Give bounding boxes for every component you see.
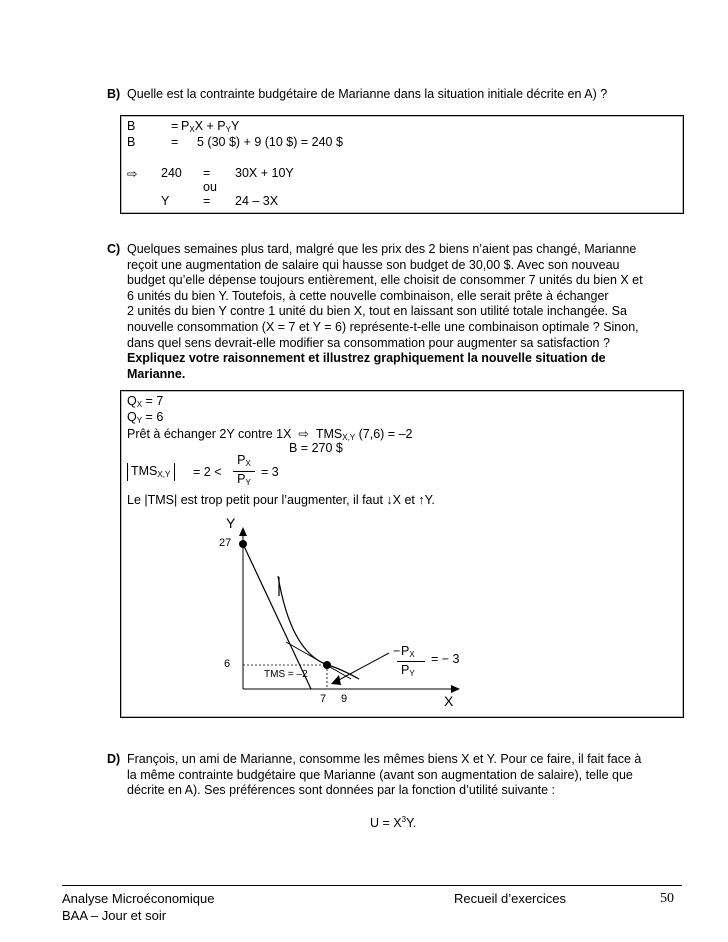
footer-title: Recueil d’exercices xyxy=(454,891,566,906)
x-tick-9: 9 xyxy=(341,693,348,705)
direction-arrow xyxy=(331,675,341,685)
d-line: la même contrainte budgétaire que Marianne (avant son augmentation de salaire), telle que xyxy=(127,767,633,782)
c-bold-line: Expliquez votre raisonnement et illustrez graphiquement la nouvelle situation de xyxy=(127,351,606,366)
indifference-curve xyxy=(278,576,359,679)
question-c-label: C) xyxy=(107,242,121,256)
c-line: dans quel sens devrait-elle modifier sa consommation pour augmenter sa satisfaction ? xyxy=(127,335,610,350)
question-b-label: B) xyxy=(107,87,121,101)
b-line3-rhs: 30X + 10Y xyxy=(235,166,294,180)
qx-line: $Q_X = 7$ xyxy=(127,394,164,409)
conclusion-line: Le |TMS| est trop petit pour l’augmenter, il faut ↓X et ↑Y. xyxy=(127,493,435,507)
footer-rule xyxy=(62,885,682,886)
b-line5-rhs: 24 – 3X xyxy=(235,194,279,208)
question-b-text: Quelle est la contrainte budgétaire de Marianne dans la situation initiale décrite en A) ? xyxy=(127,87,608,101)
question-c-text xyxy=(127,242,672,382)
b-line2-rhs: 5 (30 $) + 9 (10 $) = 240 $ xyxy=(197,135,343,149)
b-line1-lhs: B xyxy=(127,119,136,133)
point-27 xyxy=(239,540,247,548)
b-line4-ou: ou xyxy=(203,180,217,194)
utility-function: $U = X^3Y$. xyxy=(370,815,417,831)
c-line: reçoit une augmentation de salaire qui hausse son budget de 30,00 $. Avec son nouveau xyxy=(127,257,620,272)
b-line1-eq: = xyxy=(171,119,179,133)
answer-b-box xyxy=(120,115,684,214)
b-line1-rhs: $P_XX + P_YY$ xyxy=(181,119,240,134)
y-tick-6: 6 xyxy=(224,658,231,670)
footer-program: BAA – Jour et soir xyxy=(62,908,167,923)
point-7-6 xyxy=(323,661,331,669)
c-bold-line: Marianne. xyxy=(127,366,186,381)
budget-line: B = 270 $ xyxy=(289,441,343,455)
footer-course: Analyse Microéconomique xyxy=(62,891,215,906)
x-axis-label: X xyxy=(444,693,454,709)
c-line: 2 unités du bien Y contre 1 unité du bien X, tout en laissant son utilité totale inchangée. Sa xyxy=(127,304,627,319)
c-line: Quelques semaines plus tard, malgré que les prix des 2 biens n’aient pas changé, Marianne xyxy=(127,242,637,256)
b-line5-lhs: Y xyxy=(161,194,170,208)
trade-line: Prêt à échanger 2Y contre 1X ⇨ $TMS_{X,Y}$ (7,6) = –2 xyxy=(127,427,413,442)
tms-label: TMS = –2 xyxy=(264,669,308,680)
d-line: décrite en A). Ses préférences sont données par la fonction d’utilité suivante : xyxy=(127,783,556,798)
c-line: 6 unités du bien Y. Toutefois, à cette nouvelle combinaison, elle serait prête à échanger xyxy=(127,288,609,303)
c-line: nouvelle consommation (X = 7 et Y = 6) représente-t-elle une combinaison optimale ? Sinon, xyxy=(127,319,639,334)
page-number: 50 xyxy=(660,891,674,906)
d-line: François, un ami de Marianne, consomme les mêmes biens X et Y. Pour ce faire, il fait face à xyxy=(127,752,642,766)
b-line2-lhs: B xyxy=(127,135,136,149)
x-tick-7: 7 xyxy=(320,693,327,705)
y-axis-arrow xyxy=(239,527,247,536)
x-axis-arrow xyxy=(451,685,460,693)
b-line5-eq: = xyxy=(203,194,211,208)
answer-c-box: $Q_X = 7$ $Q_Y = 6$ Prêt à échanger 2Y contre 1X ⇨ $TMS_{X,Y}$ (7,6) = –2 B = 270 $ $TMS_{X,Y}$ = 2 < $P_X$ $P_Y$ = 3 Le |TMS| est trop petit pour l’augmenter, il faut ↓X et ↑Y. Y 27 6 7 9 X TMS = –2 − $P_X$ $P_Y$ = − 3 xyxy=(120,390,684,718)
budget-line-graph xyxy=(243,544,311,689)
qy-line: $Q_Y = 6$ xyxy=(127,410,164,425)
b-line3-lhs: 240 xyxy=(161,166,182,180)
b-line3-eq: = xyxy=(203,166,211,180)
y-axis-label: Y xyxy=(226,515,236,531)
direction-line xyxy=(335,653,389,682)
question-d-text xyxy=(127,752,672,799)
c-line: budget qu’elle dépense toujours entièrement, elle choisit de consommer 7 unités du bien X et xyxy=(127,273,643,288)
question-d-label: D) xyxy=(107,752,121,766)
b-line2-eq: = xyxy=(171,135,179,149)
arrow-icon: ⇨ xyxy=(127,167,138,181)
y-tick-27: 27 xyxy=(219,537,232,549)
arrow-icon: ⇨ xyxy=(298,427,309,441)
